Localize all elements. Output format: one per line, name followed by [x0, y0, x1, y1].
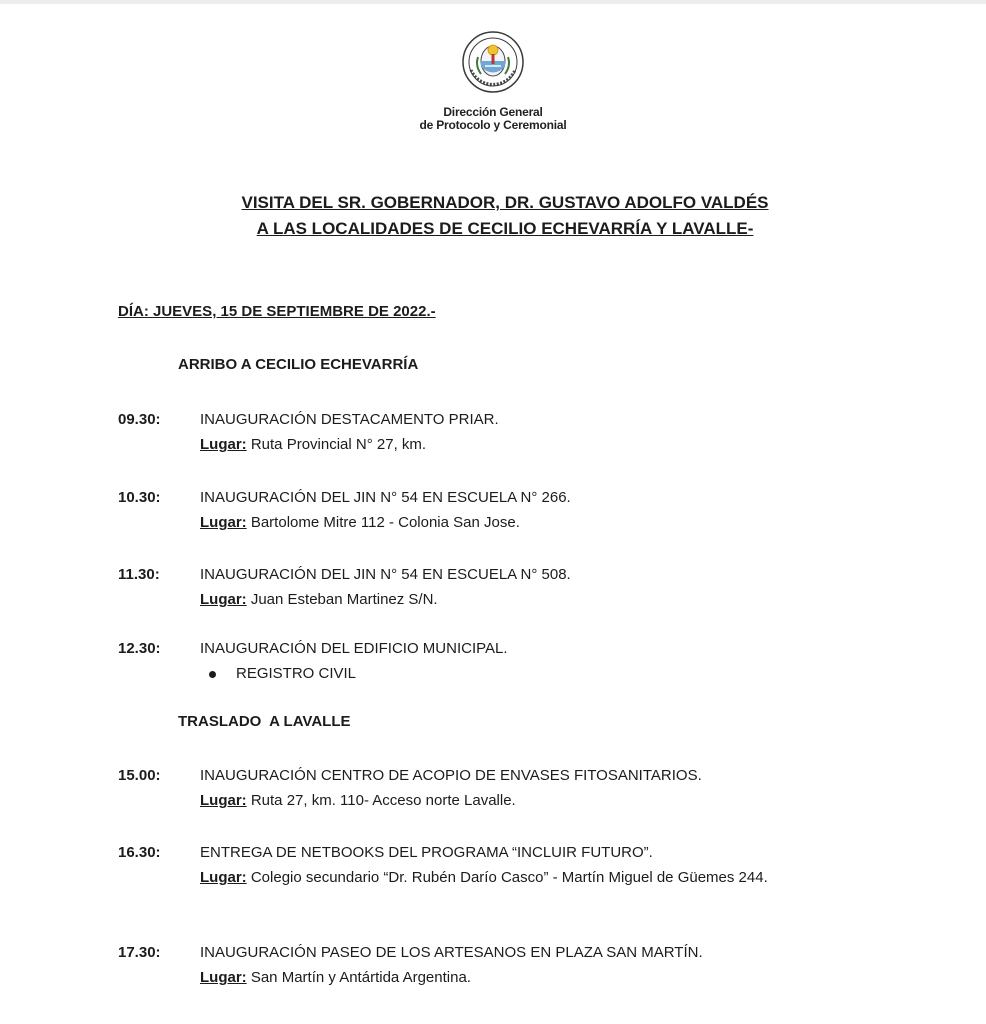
location-label: Lugar: [200, 792, 247, 809]
section-heading-arribo: ARRIBO A CECILIO ECHEVARRÍA [178, 356, 419, 373]
event-details [200, 562, 880, 612]
event-place: Bartolome Mitre 112 - Colonia San Jose. [246, 514, 520, 531]
event-details [200, 763, 880, 813]
event-place: Ruta 27, km. 110- Acceso norte Lavalle. [246, 792, 516, 809]
event-title: INAUGURACIÓN DEL JIN N° 54 EN ESCUELA N° 508. [200, 566, 571, 583]
letterhead [0, 30, 986, 132]
event-time: 12.30: [118, 640, 161, 657]
event-title: ENTREGA DE NETBOOKS DEL PROGRAMA “INCLUIR FUTURO”. [200, 844, 653, 861]
event-details [200, 407, 880, 457]
event-details [200, 485, 880, 535]
event-location [200, 510, 880, 535]
event-location [200, 788, 880, 813]
bullet-icon [209, 671, 216, 678]
event-time: 15.00: [118, 767, 161, 784]
provincial-seal-logo [461, 30, 525, 94]
location-label: Lugar: [200, 969, 247, 986]
event-location [200, 587, 880, 612]
event-place: Juan Esteban Martinez S/N. [246, 591, 438, 608]
location-label: Lugar: [200, 869, 247, 886]
event-location [200, 865, 880, 890]
event-time: 11.30: [118, 566, 160, 583]
organization-line-2: de Protocolo y Ceremonial [419, 118, 567, 132]
location-label: Lugar: [200, 591, 247, 608]
organization-name [0, 106, 986, 132]
organization-line-1: Dirección General [443, 105, 543, 119]
title-line-2: A LAS LOCALIDADES DE CECILIO ECHEVARRÍA Y LAVALLE- [256, 219, 754, 238]
event-place: San Martín y Antártida Argentina. [246, 969, 471, 986]
section-heading-text: TRASLADO A LAVALLE [178, 713, 351, 730]
event-title: INAUGURACIÓN PASEO DE LOS ARTESANOS EN PLAZA SAN MARTÍN. [200, 944, 703, 961]
section-heading-traslado [178, 713, 351, 730]
location-label: Lugar: [200, 514, 247, 531]
title-line-1: VISITA DEL SR. GOBERNADOR, DR. GUSTAVO ADOLFO VALDÉS [241, 193, 769, 212]
event-time: 16.30: [118, 844, 161, 861]
bullet-item [200, 661, 880, 686]
event-time: 09.30: [118, 411, 161, 428]
event-time: 10.30: [118, 489, 161, 506]
document-title [0, 190, 986, 242]
event-title: INAUGURACIÓN CENTRO DE ACOPIO DE ENVASES FITOSANITARIOS. [200, 767, 702, 784]
top-strip [0, 0, 986, 4]
schedule-date: DÍA: JUEVES, 15 DE SEPTIEMBRE DE 2022.- [118, 303, 436, 320]
event-location [200, 432, 880, 457]
event-place: Colegio secundario “Dr. Rubén Darío Casco” - Martín Miguel de Güemes 244. [246, 869, 768, 886]
event-title: INAUGURACIÓN DEL EDIFICIO MUNICIPAL. [200, 640, 508, 657]
event-details [200, 940, 880, 990]
location-label: Lugar: [200, 436, 247, 453]
event-location [200, 965, 880, 990]
event-place: Ruta Provincial N° 27, km. [246, 436, 427, 453]
event-details [200, 636, 880, 686]
event-title: INAUGURACIÓN DEL JIN N° 54 EN ESCUELA N° 266. [200, 489, 571, 506]
event-title: INAUGURACIÓN DESTACAMENTO PRIAR. [200, 411, 499, 428]
event-details [200, 840, 880, 890]
event-time: 17.30: [118, 944, 161, 961]
bullet-text: REGISTRO CIVIL [236, 665, 357, 682]
